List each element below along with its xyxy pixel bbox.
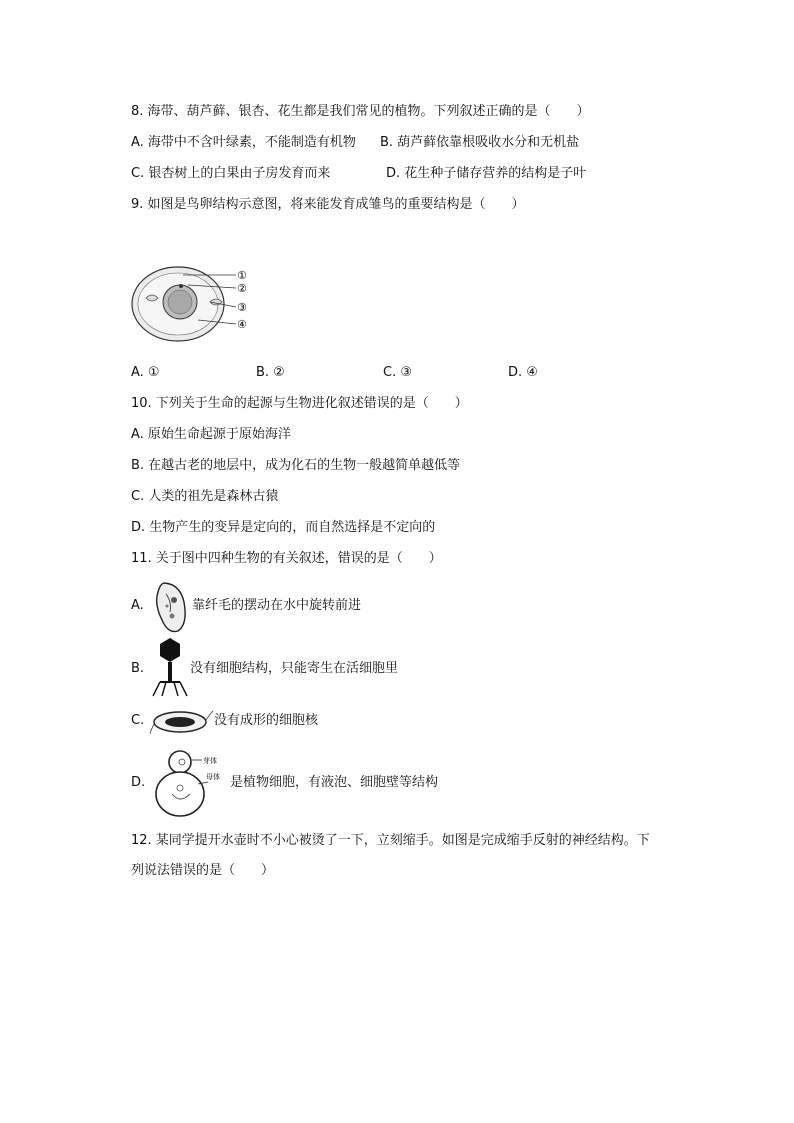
q8-option-c: C. 银杏树上的白果由子房发育而来 (131, 166, 331, 181)
yeast-label-bud: 芽体 (203, 757, 217, 765)
egg-label-1: ① (237, 269, 247, 282)
q11-option-a-letter: A. (131, 598, 144, 613)
yeast-label-mother: 母体 (206, 773, 220, 781)
q10-option-c: C. 人类的祖先是森林古猿 (131, 489, 279, 504)
q11-option-a-text: 靠纤毛的摆动在水中旋转前进 (192, 598, 362, 613)
q12-stem-line2: 列说法错误的是（ ） (131, 863, 275, 878)
q11-option-c-letter: C. (131, 713, 145, 728)
egg-label-3: ③ (237, 301, 247, 314)
bird-egg-diagram (128, 262, 258, 346)
q10-option-b: B. 在越古老的地层中，成为化石的生物一般越简单越低等 (131, 458, 461, 473)
q9-option-a: A. ① (131, 365, 160, 380)
yeast-cell-icon (150, 746, 232, 818)
q8-stem: 8. 海带、葫芦藓、银杏、花生都是我们常见的植物。下列叙述正确的是（ ） (131, 104, 590, 119)
q8-option-b: B. 葫芦藓依靠根吸收水分和无机盐 (380, 135, 580, 150)
q12-stem-line1: 12. 某同学提开水壶时不小心被烫了一下，立刻缩手。如图是完成缩手反射的神经结构。下 (131, 833, 650, 848)
q10-stem: 10. 下列关于生命的起源与生物进化叙述错误的是（ ） (131, 396, 468, 411)
q11-option-d-letter: D. (131, 775, 146, 790)
q10-option-a: A. 原始生命起源于原始海洋 (131, 427, 291, 442)
q9-option-c: C. ③ (383, 365, 412, 380)
bacterium-icon (150, 708, 214, 736)
egg-label-2: ② (237, 282, 247, 295)
q11-option-b-letter: B. (131, 661, 145, 676)
q10-option-d: D. 生物产生的变异是定向的，而自然选择是不定向的 (131, 520, 436, 535)
q9-stem: 9. 如图是鸟卵结构示意图，将来能发育成雏鸟的重要结构是（ ） (131, 197, 525, 212)
q8-option-d: D. 花生种子储存营养的结构是子叶 (386, 166, 587, 181)
bacteriophage-icon (150, 636, 190, 698)
q11-option-c-text: 没有成形的细胞核 (214, 713, 319, 728)
q11-option-d-text: 是植物细胞，有液泡、细胞壁等结构 (230, 775, 439, 790)
q9-option-d: D. ④ (508, 365, 538, 380)
egg-label-4: ④ (237, 318, 247, 331)
q11-option-b-text: 没有细胞结构，只能寄生在活细胞里 (190, 661, 399, 676)
q9-option-b: B. ② (256, 365, 285, 380)
q8-option-a: A. 海带中不含叶绿素，不能制造有机物 (131, 135, 356, 150)
paramecium-icon (150, 580, 192, 634)
q11-stem: 11. 关于图中四种生物的有关叙述，错误的是（ ） (131, 551, 442, 566)
